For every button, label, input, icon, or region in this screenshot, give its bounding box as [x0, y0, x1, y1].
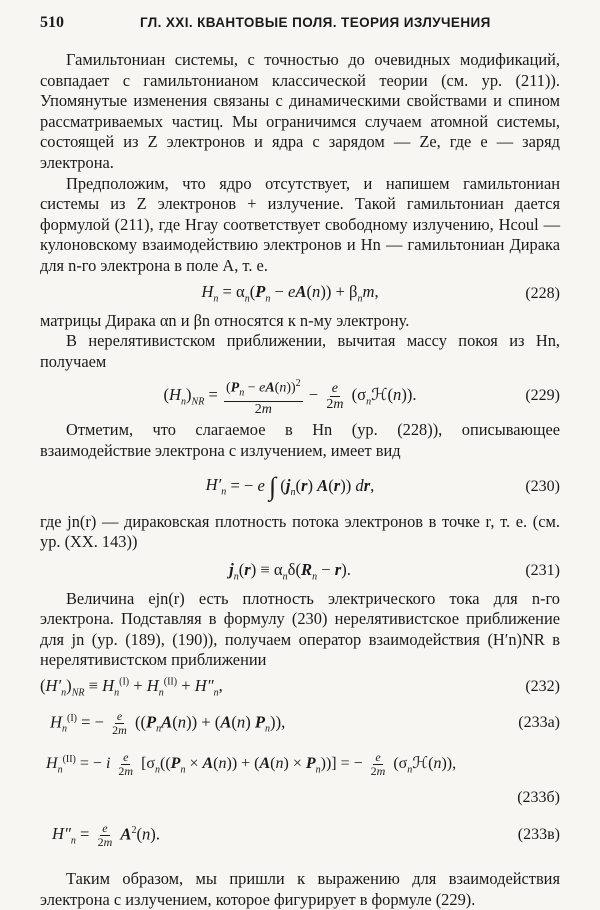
- equation-233v-number: (233в): [517, 826, 560, 844]
- equation-230: [40, 462, 560, 512]
- equation-228: [40, 277, 560, 311]
- equation-233v: [40, 815, 560, 855]
- equation-230-number: (230): [525, 477, 560, 495]
- paragraph-6: где jn(r) — дираковская плотность потока электронов в точке r, т. е. (см. ур. (XX. 143)): [40, 511, 560, 552]
- equation-231-body: $j_n(r) \equiv \alpha_n\delta(R_n - r)$.: [229, 559, 351, 582]
- equation-232: [40, 671, 560, 703]
- running-header: [40, 14, 560, 38]
- equation-230-body: $H'_n$ = − e ∫ ($j_n(r)$ A(r)) dr,: [205, 471, 375, 501]
- paragraph-3: матрицы Дирака αn и βn относятся к n-му электрону.: [40, 310, 410, 330]
- equation-229: [40, 372, 560, 420]
- paragraph-5: Отметим, что слагаемое в Hn (ур. (228)), описывающее взаимодействие электрона с излучением, имеет вид: [40, 420, 560, 460]
- paragraph-2: Предположим, что ядро отсутствует, и напишем гамильтониан системы из Z электронов + излучение. Такой гамильтониан дается формулой (211), где Hгау соответствует свободному излучению, Hcoul — кулоновскому взаимодействию электронов и Hn — гамильтониан Дирака для n-го электрона в поле A, т. е.: [40, 173, 560, 275]
- equation-233b-body: $H_n^{(II)}$ = − i $\frac{e}{2m}$ $[\sigma_n((P_n \times A(n)) + (A(n) \times P_n))]$ = − $\frac{e}{2m}$ $(\sigma_nℋ(n))$,: [46, 749, 457, 778]
- equation-233v-body: $H''_n$ = $\frac{e}{2m}$ $A^2(n)$.: [52, 820, 160, 849]
- equation-231-number: (231): [525, 561, 560, 579]
- equation-233b-number: (233б): [517, 789, 560, 807]
- equation-228-number: (228): [525, 284, 560, 302]
- paragraph-7: Величина ejn(r) есть плотность электрического тока для n-го электрона. Подставляя в формулу (230) нерелятивистское приближение для jn (ур. (189), (190)), получаем оператор взаимодействия (H′n)NR в нерелятивистском приближении: [40, 588, 560, 670]
- page-number: 510: [40, 14, 64, 31]
- equation-233a-body: $H_n^{(I)}$ = − $\frac{e}{2m}$ ($(P_nA(n)) + (A(n)$ $P_n$)),: [50, 708, 286, 737]
- equation-229-number: (229): [525, 387, 560, 405]
- running-title: ГЛ. XXI. КВАНТОВЫЕ ПОЛЯ. ТЕОРИЯ ИЗЛУЧЕНИЯ: [140, 15, 491, 30]
- equation-233a: [40, 703, 560, 743]
- equation-231: [40, 553, 560, 589]
- equation-232-body: $(H'_n)_{NR} \equiv H_n^{(I)} + H_n^{(II)} + H''_n$,: [40, 675, 223, 699]
- paragraph-1: Гамильтониан системы, с точностью до очевидных модификаций, совпадает с гамильтонианом классической теории (см. ур. (211)). Упомянутые изменения связаны с динамическими свойствами и спином рассматриваемых частиц. Мы ограничимся случаем атомной системы, состоящей из Z электронов и ядра с зарядом — Ze, где e — заряд электрона.: [40, 50, 560, 172]
- equation-232-number: (232): [525, 678, 560, 696]
- paragraph-8: Таким образом, мы пришли к выражению для взаимодействия электрона с излучением, которое фигурирует в формуле (229).: [40, 869, 560, 909]
- paragraph-4: В нерелятивистском приближении, вычитая массу покоя из Hn, получаем: [40, 331, 560, 371]
- equation-233b: [40, 743, 560, 785]
- equation-229-body: $(H_n)_{NR}$ = $\frac{(P_n - eA(n))^2}{2m}$ − $\frac{e}{2m}$ $(\sigma_nℋ(n))$.: [163, 378, 417, 417]
- equation-233a-number: (233а): [518, 714, 560, 732]
- equation-228-body: $H_n = \alpha_n(P_n - eA(n)) + \beta_nm$,: [201, 282, 379, 305]
